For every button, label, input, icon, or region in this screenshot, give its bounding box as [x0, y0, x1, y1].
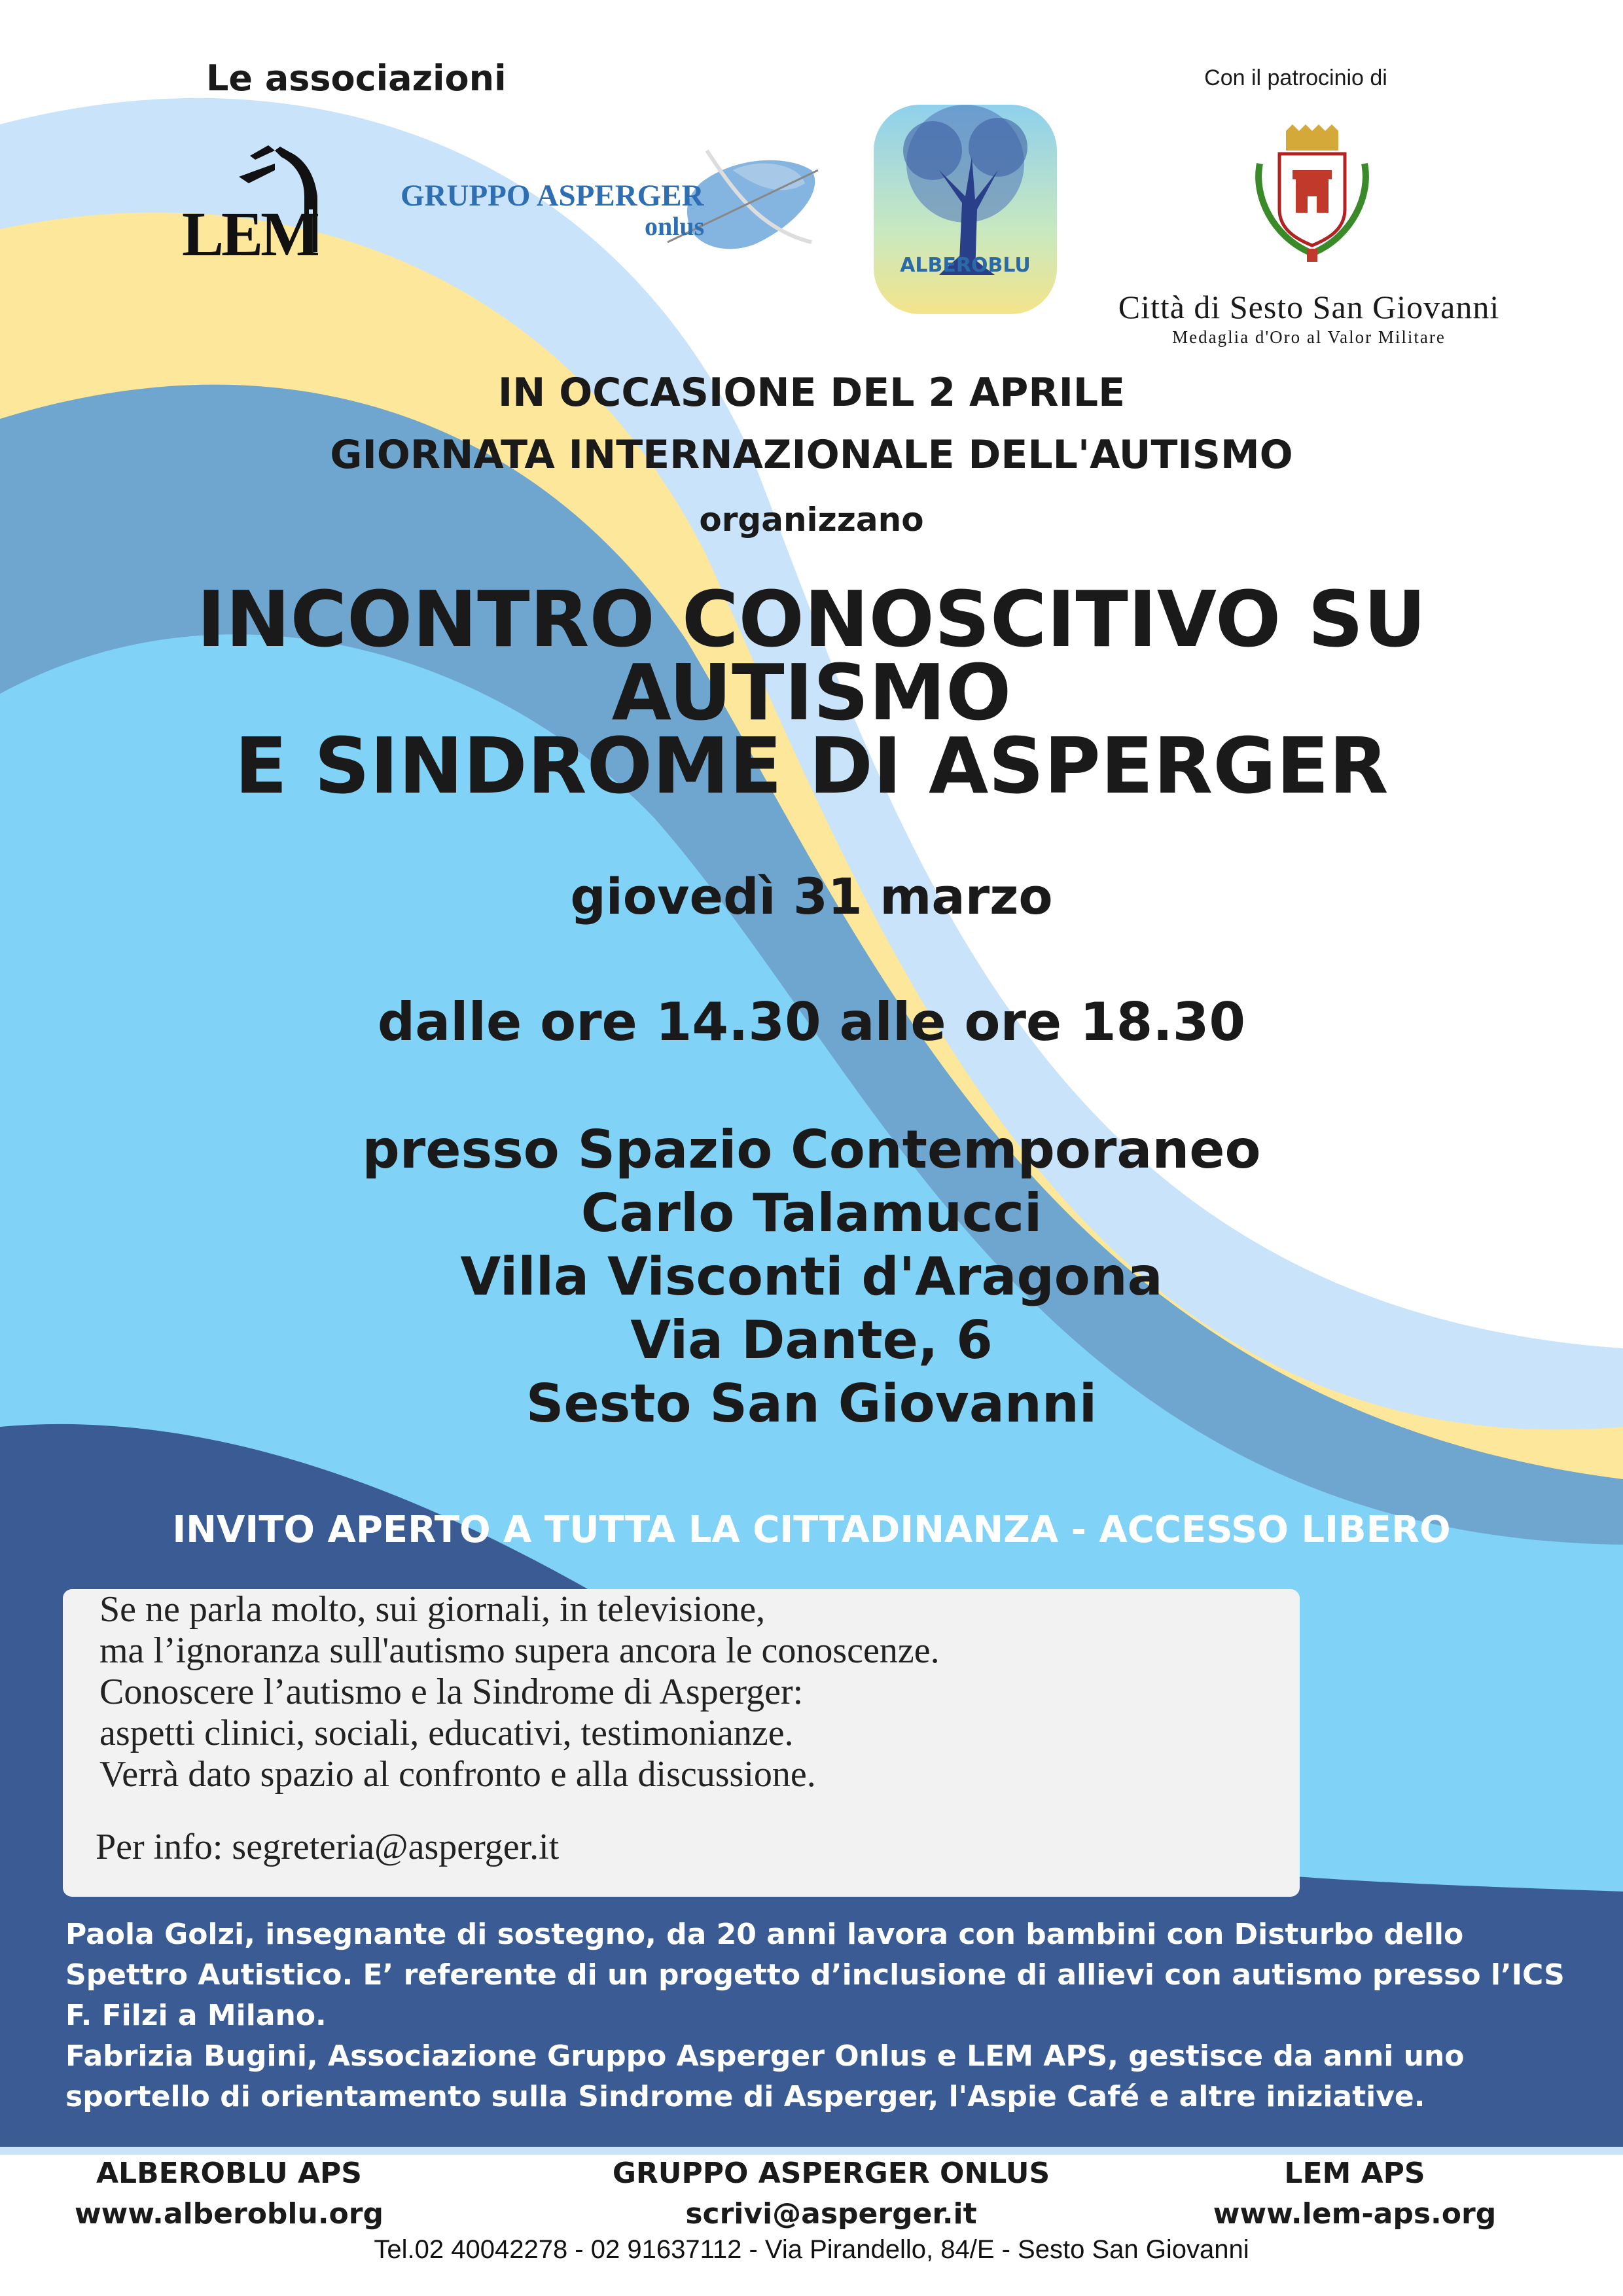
- event-time: dalle ore 14.30 alle ore 18.30: [377, 992, 1246, 1052]
- description-line-3: Conoscere l’autismo e la Sindrome di Asperger:: [99, 1672, 804, 1712]
- city-crest: [1247, 124, 1378, 268]
- patronage-label: Con il patrocinio di: [1204, 65, 1387, 90]
- venue-line-3: Villa Visconti d'Aragona: [460, 1246, 1163, 1307]
- tree-icon: [867, 79, 1063, 327]
- event-title-line-1: INCONTRO CONOSCITIVO SU: [196, 574, 1427, 664]
- gruppo-asperger-logo-text: GRUPPO ASPERGER: [401, 179, 704, 213]
- alberoblu-logo-text: ALBEROBLU: [900, 254, 1031, 277]
- invitation-banner: INVITO APERTO A TUTTA LA CITTADINANZA - ACCESSO LIBERO: [172, 1509, 1451, 1551]
- gruppo-asperger-logo: [393, 144, 838, 268]
- footer-alberoblu-name: ALBEROBLU APS: [96, 2157, 362, 2190]
- venue-line-1: presso Spazio Contemporaneo: [362, 1119, 1261, 1180]
- speakers-bio: [65, 1914, 1571, 2117]
- occasion-line-1: IN OCCASIONE DEL 2 APRILE: [497, 370, 1126, 416]
- footer-lem-name: LEM APS: [1284, 2157, 1425, 2190]
- footer-contact: Tel.02 40042278 - 02 91637112 - Via Pirandello, 84/E - Sesto San Giovanni: [374, 2235, 1249, 2264]
- city-subtitle: Medaglia d'Oro al Valor Militare: [1172, 327, 1446, 347]
- footer-col-lem: [1178, 2153, 1531, 2234]
- speaker-bio-1: Paola Golzi, insegnante di sostegno, da 20 anni lavora con bambini con Disturbo dello Spettro Autistico. E’ referente di un progetto d’inclusione di allievi con autismo presso l’ICS F. Filzi a Milano.: [65, 1918, 1565, 2032]
- occasion-line-2: GIORNATA INTERNAZIONALE DELL'AUTISMO: [330, 432, 1293, 478]
- footer-alberoblu-link[interactable]: www.alberoblu.org: [75, 2197, 383, 2231]
- footer-col-gruppo-asperger: [569, 2153, 1093, 2234]
- footer-gruppo-asperger-name: GRUPPO ASPERGER ONLUS: [612, 2157, 1050, 2190]
- venue-line-4: Via Dante, 6: [630, 1310, 993, 1371]
- description-line-5: Verrà dato spazio al confronto e alla discussione.: [99, 1754, 816, 1795]
- alberoblu-logo: [867, 79, 1063, 327]
- event-date: giovedì 31 marzo: [570, 867, 1053, 925]
- info-email[interactable]: Per info: segreteria@asperger.it: [96, 1827, 560, 1867]
- city-name: Città di Sesto San Giovanni: [1118, 289, 1500, 325]
- coat-of-arms-icon: [1247, 124, 1378, 268]
- footer-lem-link[interactable]: www.lem-aps.org: [1213, 2197, 1497, 2231]
- description-box: [63, 1589, 1300, 1897]
- description-line-1: Se ne parla molto, sui giornali, in televisione,: [99, 1589, 766, 1630]
- footer-gruppo-asperger-email[interactable]: scrivi@asperger.it: [685, 2197, 977, 2231]
- associations-label: Le associazioni: [206, 58, 507, 99]
- occasion-line-3: organizzano: [699, 501, 924, 539]
- description-line-2: ma l’ignoranza sull'autismo supera ancora le conoscenze.: [99, 1630, 940, 1671]
- event-title-line-2: AUTISMO: [611, 647, 1012, 738]
- speaker-bio-2: Fabrizia Bugini, Associazione Gruppo Asperger Onlus e LEM APS, gestisce da anni uno sportello di orientamento sulla Sindrome di Asperger, l'Aspie Café e altre iniziative.: [65, 2039, 1465, 2113]
- venue-line-2: Carlo Talamucci: [580, 1183, 1043, 1244]
- venue-line-5: Sesto San Giovanni: [526, 1373, 1097, 1434]
- lem-logo: [177, 137, 360, 269]
- event-title-line-3: E SINDROME DI ASPERGER: [234, 721, 1389, 811]
- event-title: [0, 574, 1623, 811]
- footer-col-alberoblu: [65, 2153, 393, 2234]
- gruppo-asperger-logo-onlus: onlus: [645, 211, 705, 241]
- event-venue: [0, 1118, 1623, 1435]
- description-text: [99, 1589, 940, 1795]
- lem-logo-text: LEM: [182, 199, 317, 269]
- description-line-4: aspetti clinici, sociali, educativi, testimonianze.: [99, 1713, 794, 1753]
